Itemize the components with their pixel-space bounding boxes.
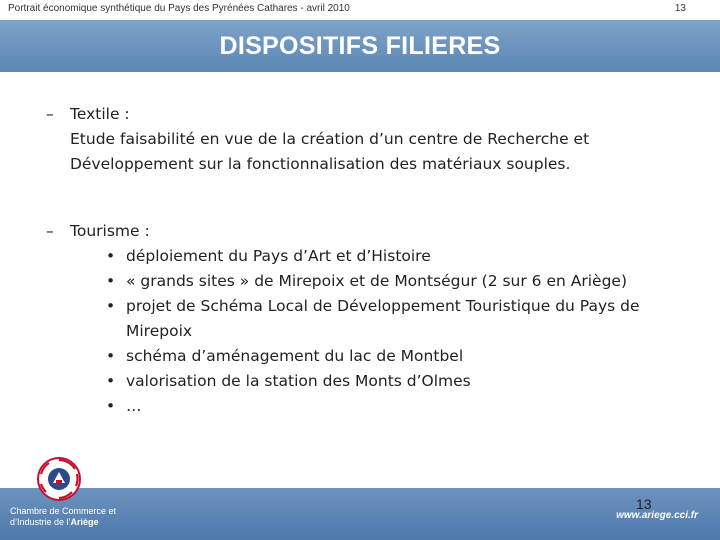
cci-ariege-emblem-icon bbox=[36, 456, 82, 502]
bullet-icon: • bbox=[106, 347, 116, 365]
section-textile bbox=[46, 102, 696, 177]
bullet-icon: • bbox=[106, 372, 116, 390]
slide-title: DISPOSITIFS FILIERES bbox=[219, 31, 501, 60]
running-title: Portrait économique synthétique du Pays des Pyrénées Cathares - avril 2010 bbox=[8, 3, 350, 14]
list-item: • schéma d’aménagement du lac de Montbel bbox=[106, 344, 696, 369]
footer-page-number: 13 bbox=[636, 496, 652, 512]
organization-name: Chambre de Commerce et d’Industrie de l’Ariège bbox=[10, 506, 117, 527]
title-band bbox=[0, 20, 720, 72]
header-page-number: 13 bbox=[674, 3, 686, 14]
section-dash: – bbox=[46, 105, 54, 123]
bullet-icon: • bbox=[106, 297, 116, 315]
running-header bbox=[0, 0, 720, 20]
section-body-textile: Etude faisabilité en vue de la création d’un centre de Recherche et Développement sur la fonctionnalisation des matériaux souples. bbox=[70, 130, 590, 173]
list-item: • déploiement du Pays d’Art et d’Histoire bbox=[106, 244, 696, 269]
section-dash: – bbox=[46, 222, 54, 240]
bullet-icon: • bbox=[106, 247, 116, 265]
slide-content bbox=[46, 102, 696, 419]
tourisme-bullet-list bbox=[70, 244, 696, 419]
list-item: • projet de Schéma Local de Développement Touristique du Pays de Mirepoix bbox=[106, 294, 696, 344]
list-item: • … bbox=[106, 394, 696, 419]
footer-band bbox=[0, 488, 720, 540]
section-tourisme bbox=[46, 219, 696, 419]
list-item: • valorisation de la station des Monts d’Olmes bbox=[106, 369, 696, 394]
bullet-icon: • bbox=[106, 397, 116, 415]
bullet-icon: • bbox=[106, 272, 116, 290]
section-heading-tourisme: Tourisme : bbox=[70, 222, 150, 240]
section-heading-textile: Textile : bbox=[70, 105, 130, 123]
list-item: • « grands sites » de Mirepoix et de Montségur (2 sur 6 en Ariège) bbox=[106, 269, 696, 294]
website-link[interactable]: www.ariege.cci.fr bbox=[616, 510, 698, 521]
